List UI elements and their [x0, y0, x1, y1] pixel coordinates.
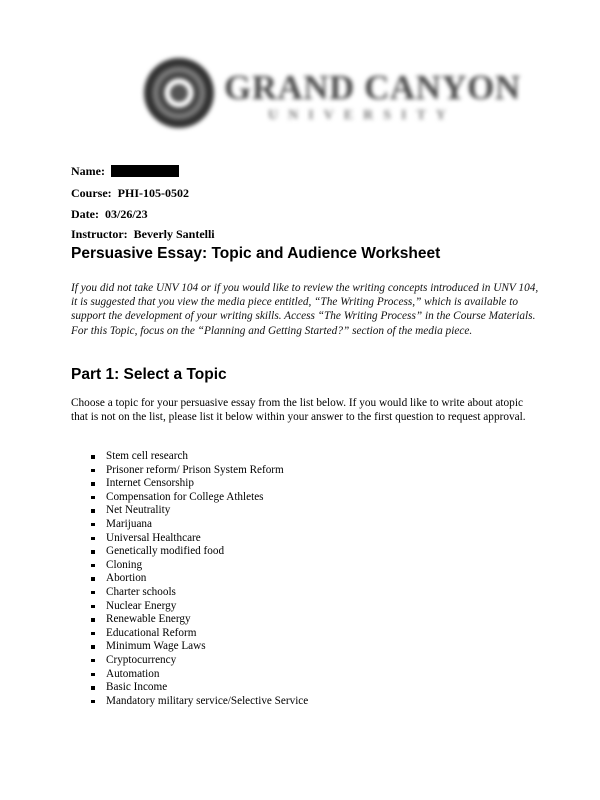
name-line: [71, 164, 179, 179]
topic-list-item: Prisoner reform/ Prison System Reform: [89, 464, 308, 478]
topic-list-item: Internet Censorship: [89, 477, 308, 491]
logo-line2: UNIVERSITY: [268, 108, 456, 123]
topic-list-item: Compensation for College Athletes: [89, 491, 308, 505]
topic-list-item: Charter schools: [89, 586, 308, 600]
date-value: 03/26/23: [104, 207, 148, 221]
topic-list-item: Marijuana: [89, 518, 308, 532]
instructor-line: [71, 227, 215, 242]
instructor-value: Beverly Santelli: [133, 227, 215, 241]
topic-list: [89, 450, 308, 708]
university-logo: [144, 58, 521, 130]
topic-list-item: Basic Income: [89, 681, 308, 695]
topic-list-item: Cryptocurrency: [89, 654, 308, 668]
topic-list-item: Net Neutrality: [89, 504, 308, 518]
topic-list-item: Nuclear Energy: [89, 600, 308, 614]
topic-list-item: Educational Reform: [89, 627, 308, 641]
topic-list-item: Genetically modified food: [89, 545, 308, 559]
university-seal-icon: [144, 58, 214, 128]
date-label: Date:: [71, 207, 99, 221]
part1-heading: Part 1: Select a Topic: [71, 366, 227, 383]
redacted-name: [111, 165, 179, 177]
instructor-label: Instructor:: [71, 227, 128, 241]
topic-list-item: Automation: [89, 668, 308, 682]
topic-list-item: Minimum Wage Laws: [89, 640, 308, 654]
course-label: Course:: [71, 186, 112, 200]
course-value: PHI-105-0502: [117, 186, 189, 200]
topic-list-item: Mandatory military service/Selective Service: [89, 695, 308, 709]
topic-list-item: Stem cell research: [89, 450, 308, 464]
part1-instructions: Choose a topic for your persuasive essay from the list below. If you would like to write about atopic that is not on the list, please list it below within your answer to the first question to request approval.: [71, 397, 526, 424]
topic-list-item: Cloning: [89, 559, 308, 573]
topic-list-item: Abortion: [89, 572, 308, 586]
date-line: [71, 207, 148, 222]
course-line: [71, 186, 189, 201]
name-label: Name:: [71, 164, 105, 178]
logo-line1: GRAND CANYON: [224, 68, 521, 107]
topic-list-item: Renewable Energy: [89, 613, 308, 627]
topic-list-item: Universal Healthcare: [89, 532, 308, 546]
intro-paragraph: If you did not take UNV 104 or if you would like to review the writing concepts introduced in UNV 104, it is suggested that you view the media piece entitled, “The Writing Process,” which is available to support the development of your writing skills. Access “The Writing Process” in the Course Materials. For this Topic, focus on the “Planning and Getting Started?” section of the media piece.: [71, 282, 539, 337]
document-title: Persuasive Essay: Topic and Audience Worksheet: [71, 245, 441, 262]
